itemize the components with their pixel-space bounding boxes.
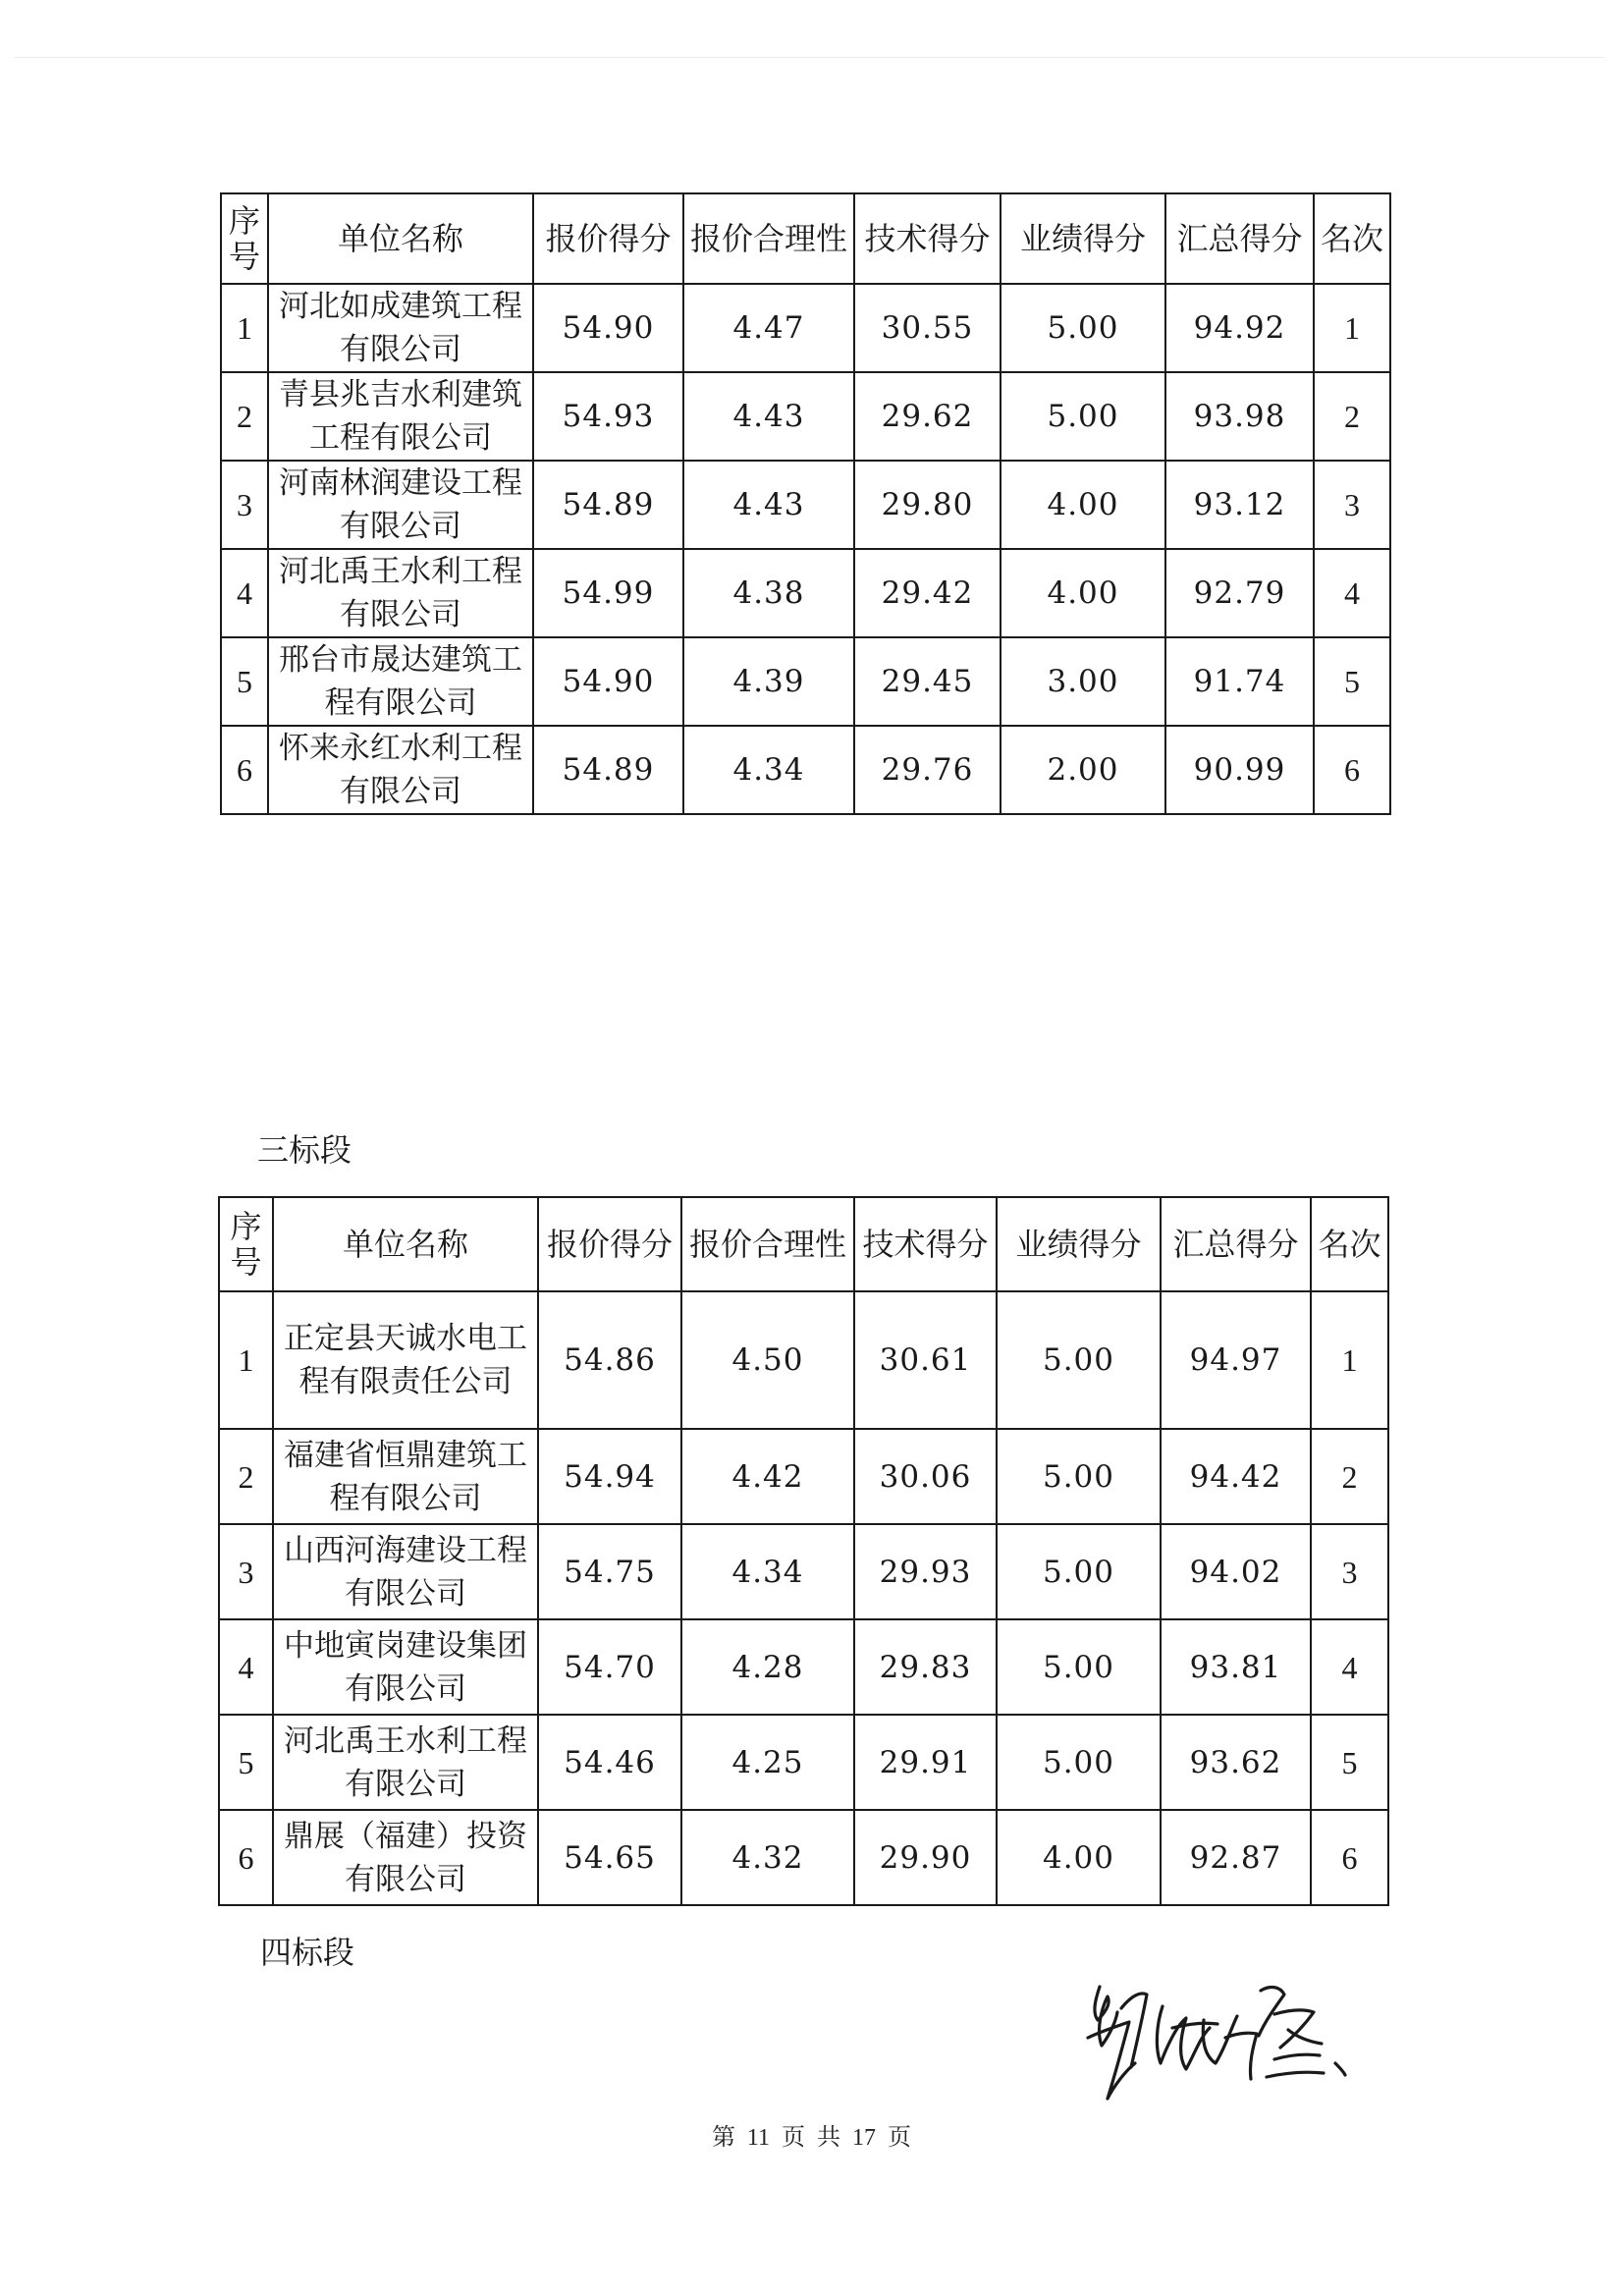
row-company: 河北如成建筑工程有限公司 xyxy=(268,284,533,372)
row-rank: 3 xyxy=(1314,461,1390,549)
row-no: 3 xyxy=(221,461,268,549)
row-perf: 4.00 xyxy=(1001,461,1165,549)
row-quote: 54.89 xyxy=(533,461,683,549)
row-company: 鼎展（福建）投资有限公司 xyxy=(273,1810,538,1905)
row-tech: 29.91 xyxy=(854,1715,997,1810)
row-quote: 54.86 xyxy=(538,1291,681,1429)
row-tech: 29.83 xyxy=(854,1619,997,1715)
row-no: 4 xyxy=(221,549,268,637)
row-reason: 4.34 xyxy=(683,726,854,814)
table-row xyxy=(219,1715,1388,1810)
table-header-row xyxy=(221,193,1390,284)
row-total: 94.02 xyxy=(1161,1524,1311,1619)
row-reason: 4.28 xyxy=(681,1619,854,1715)
header-perf: 业绩得分 xyxy=(1001,193,1165,284)
row-perf: 5.00 xyxy=(997,1619,1161,1715)
row-reason: 4.38 xyxy=(683,549,854,637)
header-quote: 报价得分 xyxy=(538,1197,681,1291)
row-rank: 1 xyxy=(1314,284,1390,372)
header-name: 单位名称 xyxy=(268,193,533,284)
row-perf: 5.00 xyxy=(997,1524,1161,1619)
row-tech: 29.45 xyxy=(854,637,1001,726)
row-tech: 29.93 xyxy=(854,1524,997,1619)
row-total: 94.97 xyxy=(1161,1291,1311,1429)
row-total: 90.99 xyxy=(1165,726,1314,814)
row-perf: 5.00 xyxy=(997,1291,1161,1429)
page-footer: 第 11 页 共 17 页 xyxy=(711,2125,912,2151)
row-quote: 54.90 xyxy=(533,637,683,726)
row-perf: 5.00 xyxy=(1001,372,1165,461)
row-total: 92.87 xyxy=(1161,1810,1311,1905)
table-header-row xyxy=(219,1197,1388,1291)
table-row xyxy=(219,1619,1388,1715)
table-row xyxy=(219,1524,1388,1619)
row-quote: 54.65 xyxy=(538,1810,681,1905)
row-rank: 4 xyxy=(1314,549,1390,637)
row-rank: 3 xyxy=(1311,1524,1388,1619)
section-3-label: 三标段 xyxy=(257,1131,352,1169)
row-no: 5 xyxy=(219,1715,273,1810)
table-row xyxy=(219,1291,1388,1429)
row-tech: 29.62 xyxy=(854,372,1001,461)
row-company: 怀来永红水利工程有限公司 xyxy=(268,726,533,814)
header-no: 序号 xyxy=(219,1197,273,1291)
row-perf: 2.00 xyxy=(1001,726,1165,814)
row-no: 4 xyxy=(219,1619,273,1715)
row-reason: 4.39 xyxy=(683,637,854,726)
header-tech: 技术得分 xyxy=(854,1197,997,1291)
row-quote: 54.75 xyxy=(538,1524,681,1619)
header-total: 汇总得分 xyxy=(1165,193,1314,284)
row-company: 邢台市晟达建筑工程有限公司 xyxy=(268,637,533,726)
row-perf: 5.00 xyxy=(1001,284,1165,372)
row-total: 93.62 xyxy=(1161,1715,1311,1810)
table-row xyxy=(221,637,1390,726)
row-company: 中地寅岗建设集团有限公司 xyxy=(273,1619,538,1715)
row-tech: 30.06 xyxy=(854,1429,997,1524)
row-no: 6 xyxy=(221,726,268,814)
header-reason: 报价合理性 xyxy=(681,1197,854,1291)
row-no: 2 xyxy=(219,1429,273,1524)
row-no: 1 xyxy=(221,284,268,372)
row-tech: 29.90 xyxy=(854,1810,997,1905)
row-rank: 4 xyxy=(1311,1619,1388,1715)
header-total: 汇总得分 xyxy=(1161,1197,1311,1291)
row-company: 河北禹王水利工程有限公司 xyxy=(268,549,533,637)
row-reason: 4.43 xyxy=(683,372,854,461)
row-quote: 54.89 xyxy=(533,726,683,814)
row-no: 1 xyxy=(219,1291,273,1429)
row-reason: 4.42 xyxy=(681,1429,854,1524)
row-rank: 2 xyxy=(1311,1429,1388,1524)
score-table-section-2 xyxy=(220,192,1391,815)
row-reason: 4.47 xyxy=(683,284,854,372)
section-4-label: 四标段 xyxy=(260,1934,355,1971)
table-row xyxy=(221,726,1390,814)
row-tech: 30.55 xyxy=(854,284,1001,372)
table-row xyxy=(221,284,1390,372)
row-tech: 29.76 xyxy=(854,726,1001,814)
row-perf: 3.00 xyxy=(1001,637,1165,726)
row-reason: 4.50 xyxy=(681,1291,854,1429)
row-no: 3 xyxy=(219,1524,273,1619)
header-name: 单位名称 xyxy=(273,1197,538,1291)
row-company: 正定县天诚水电工程有限责任公司 xyxy=(273,1291,538,1429)
row-company: 青县兆吉水利建筑工程有限公司 xyxy=(268,372,533,461)
row-rank: 5 xyxy=(1311,1715,1388,1810)
header-quote: 报价得分 xyxy=(533,193,683,284)
row-tech: 29.80 xyxy=(854,461,1001,549)
row-total: 93.98 xyxy=(1165,372,1314,461)
row-reason: 4.43 xyxy=(683,461,854,549)
row-rank: 5 xyxy=(1314,637,1390,726)
row-no: 2 xyxy=(221,372,268,461)
row-rank: 6 xyxy=(1314,726,1390,814)
row-quote: 54.90 xyxy=(533,284,683,372)
row-reason: 4.32 xyxy=(681,1810,854,1905)
row-tech: 30.61 xyxy=(854,1291,997,1429)
row-total: 94.42 xyxy=(1161,1429,1311,1524)
row-company: 河南林润建设工程有限公司 xyxy=(268,461,533,549)
row-no: 6 xyxy=(219,1810,273,1905)
table-row xyxy=(221,372,1390,461)
row-quote: 54.99 xyxy=(533,549,683,637)
row-perf: 4.00 xyxy=(1001,549,1165,637)
row-total: 94.92 xyxy=(1165,284,1314,372)
row-company: 河北禹王水利工程有限公司 xyxy=(273,1715,538,1810)
row-perf: 5.00 xyxy=(997,1429,1161,1524)
row-quote: 54.94 xyxy=(538,1429,681,1524)
header-rank: 名次 xyxy=(1311,1197,1388,1291)
row-quote: 54.93 xyxy=(533,372,683,461)
header-reason: 报价合理性 xyxy=(683,193,854,284)
row-quote: 54.46 xyxy=(538,1715,681,1810)
row-rank: 6 xyxy=(1311,1810,1388,1905)
row-reason: 4.34 xyxy=(681,1524,854,1619)
signature-image xyxy=(1078,1969,1382,2111)
row-total: 93.81 xyxy=(1161,1619,1311,1715)
header-no: 序号 xyxy=(221,193,268,284)
header-rank: 名次 xyxy=(1314,193,1390,284)
score-table-section-3 xyxy=(218,1196,1389,1906)
row-company: 福建省恒鼎建筑工程有限公司 xyxy=(273,1429,538,1524)
row-total: 91.74 xyxy=(1165,637,1314,726)
table-row xyxy=(219,1429,1388,1524)
row-company: 山西河海建设工程有限公司 xyxy=(273,1524,538,1619)
table-row xyxy=(221,549,1390,637)
row-no: 5 xyxy=(221,637,268,726)
header-perf: 业绩得分 xyxy=(997,1197,1161,1291)
row-perf: 5.00 xyxy=(997,1715,1161,1810)
table-row xyxy=(219,1810,1388,1905)
row-rank: 1 xyxy=(1311,1291,1388,1429)
header-tech: 技术得分 xyxy=(854,193,1001,284)
row-reason: 4.25 xyxy=(681,1715,854,1810)
row-quote: 54.70 xyxy=(538,1619,681,1715)
table-row xyxy=(221,461,1390,549)
row-rank: 2 xyxy=(1314,372,1390,461)
row-total: 93.12 xyxy=(1165,461,1314,549)
row-tech: 29.42 xyxy=(854,549,1001,637)
row-total: 92.79 xyxy=(1165,549,1314,637)
row-perf: 4.00 xyxy=(997,1810,1161,1905)
